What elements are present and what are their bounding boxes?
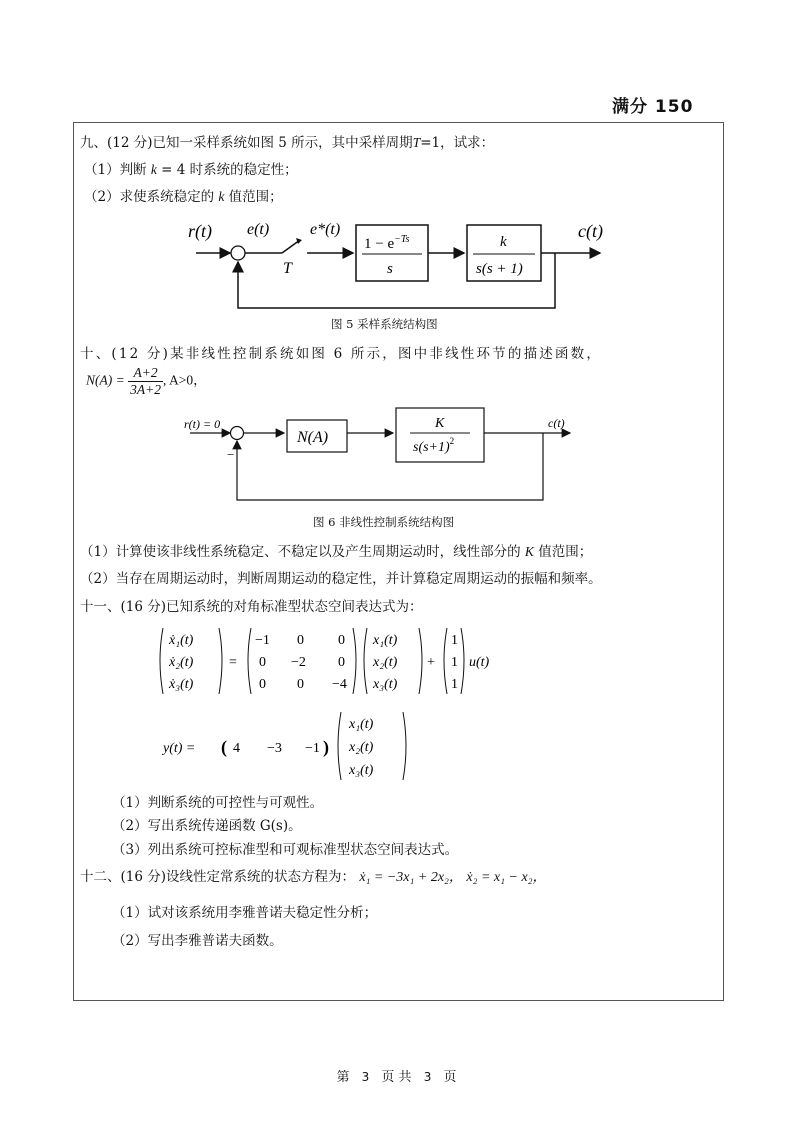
state-derivative-vector <box>160 628 222 694</box>
state-vector-output <box>338 712 406 780</box>
q11-title: 十一、(16 分)已知系统的对角标准型状态空间表达式为： <box>80 599 423 615</box>
q12-title <box>80 865 547 886</box>
matrix-A <box>248 628 356 694</box>
fig5-plant-num: k <box>500 234 507 250</box>
A32: 0 <box>297 677 304 692</box>
q9-item-1 <box>84 158 298 178</box>
B3: 1 <box>451 677 458 692</box>
fig6-feedback-path <box>237 433 543 500</box>
plus-sign: + <box>427 655 435 670</box>
q10-formula <box>86 365 207 398</box>
fig5-zoh-num: $1 - e^{-Ts}$ <box>364 234 410 252</box>
q11-item-3: （3）列出系统可控标准型和可观标准型状态空间表达式。 <box>112 842 459 858</box>
C3: −1 <box>305 741 320 756</box>
q10-formula-cond: , A>0， <box>162 372 207 388</box>
A12: 0 <box>297 633 304 648</box>
y-lhs: y(t) = <box>163 741 196 756</box>
q12-title-text: 十二、(16 分)设线性定常系统的状态方程为： <box>80 869 356 885</box>
fig5-summing-junction <box>231 246 245 260</box>
x1: x₁(t) <box>373 633 398 648</box>
figure-5-diagram <box>170 210 620 310</box>
fig6-summing-junction <box>231 427 244 440</box>
q9-title-text: 九、(12 分)已知一采样系统如图 5 所示，其中采样周期 <box>80 135 413 151</box>
page-number: 3 <box>361 1070 370 1084</box>
q9-item-1-post: = 4 时系统的稳定性； <box>156 162 298 178</box>
q10-formula-den: 3A+2 <box>130 382 161 397</box>
q12-item-1: （1）试对该系统用李雅普诺夫稳定性分析； <box>112 905 378 921</box>
fig6-label-minus: − <box>227 447 235 462</box>
q9-item-1-var: k <box>150 162 157 177</box>
q11-state-equation <box>155 622 535 700</box>
fig6-plant-num: K <box>435 416 445 431</box>
xdot2: ẋ₂(t) <box>169 655 194 670</box>
state-vector <box>364 628 422 694</box>
x2: x₂(t) <box>373 655 398 670</box>
fig5-label-input: r(t) <box>188 221 212 241</box>
fig6-nonlinear-label: N(A) <box>297 429 329 446</box>
B2: 1 <box>451 655 458 670</box>
q10-item-1-var: K <box>524 544 534 559</box>
fig5-sampler-switch <box>282 240 300 253</box>
fig6-label-output: c(t) <box>548 416 565 430</box>
svg-text:): ) <box>323 737 329 757</box>
C2: −3 <box>267 741 282 756</box>
q10-formula-fraction <box>128 365 163 398</box>
q10-formula-lhs: N(A) = <box>86 372 125 388</box>
fig6-label-input: r(t) = 0 <box>184 417 221 431</box>
A22: −2 <box>291 655 306 670</box>
xdot1: ẋ₁(t) <box>169 633 194 648</box>
q9-item-1-pre: （1）判断 <box>84 162 151 178</box>
q11-item-1: （1）判断系统的可控性与可观性。 <box>112 795 324 811</box>
footer-label-1: 第 <box>336 1070 350 1085</box>
fig5-plant-den: s(s + 1) <box>476 261 523 277</box>
q9-item-2-pre: （2）求使系统稳定的 <box>84 189 219 205</box>
q9-title-tail: =1，试求： <box>420 135 495 151</box>
footer-label-3: 页 <box>443 1070 457 1085</box>
q10-item-1 <box>80 540 592 560</box>
matrix-C <box>221 737 329 758</box>
y-x1: x₁(t) <box>349 717 374 732</box>
y-x2: x₂(t) <box>349 740 374 755</box>
q9-item-2-post: 值范围； <box>224 189 283 205</box>
fig6-plant-den: $s(s+1)^2$ <box>413 436 455 455</box>
q10-item-1-post: 值范围； <box>533 544 593 560</box>
A21: 0 <box>259 655 266 670</box>
B1: 1 <box>451 633 458 648</box>
figure-6-caption: 图 6 非线性控制系统结构图 <box>313 515 455 529</box>
q9-item-2-var: k <box>218 189 225 204</box>
A23: 0 <box>338 655 345 670</box>
input-u: u(t) <box>469 655 490 670</box>
total-pages: 3 <box>423 1070 432 1084</box>
fig5-label-sampler: T <box>283 260 292 277</box>
y-x3: x₃(t) <box>349 763 374 778</box>
equals-sign: = <box>229 655 237 670</box>
q9-title-var: T <box>412 135 421 150</box>
q11-item-2: （2）写出系统传递函数 G(s)。 <box>112 818 302 834</box>
fig5-zoh-den: s <box>387 261 393 277</box>
figure-6-diagram <box>170 403 600 503</box>
A31: 0 <box>259 677 266 692</box>
A13: 0 <box>338 633 345 648</box>
svg-text:(: ( <box>221 737 227 757</box>
xdot3: ẋ₃(t) <box>169 677 194 692</box>
q9-title <box>80 131 494 151</box>
fig5-label-sampled: e*(t) <box>310 221 341 238</box>
figure-5-caption: 图 5 采样系统结构图 <box>331 317 438 331</box>
q9-item-2 <box>84 185 283 205</box>
fig5-label-output: c(t) <box>578 221 603 241</box>
footer-label-2: 页 共 <box>381 1070 412 1085</box>
q12-item-2: （2）写出李雅普诺夫函数。 <box>112 933 283 949</box>
matrix-B <box>444 628 464 694</box>
q10-title: 十、(12 分)某非线性控制系统如图 6 所示，图中非线性环节的描述函数， <box>80 346 603 362</box>
fig5-label-error: e(t) <box>247 221 270 238</box>
q10-item-1-pre: （1）计算使该非线性系统稳定、不稳定以及产生周期运动时，线性部分的 <box>80 544 525 560</box>
C1: 4 <box>233 741 240 756</box>
full-score: 满分 150 <box>612 97 694 117</box>
q12-equations: ẋ₁ = −3x₁ + 2x₂， ẋ₂ = x₁ − x₂， <box>359 870 547 885</box>
q11-output-equation <box>155 708 435 784</box>
page-footer <box>0 1066 793 1085</box>
q10-item-2: （2）当存在周期运动时，判断周期运动的稳定性，并计算稳定周期运动的振幅和频率。 <box>80 571 602 587</box>
x3: x₃(t) <box>373 677 398 692</box>
q10-formula-num: A+2 <box>128 365 163 382</box>
A11: −1 <box>255 633 270 648</box>
A33: −4 <box>332 677 347 692</box>
